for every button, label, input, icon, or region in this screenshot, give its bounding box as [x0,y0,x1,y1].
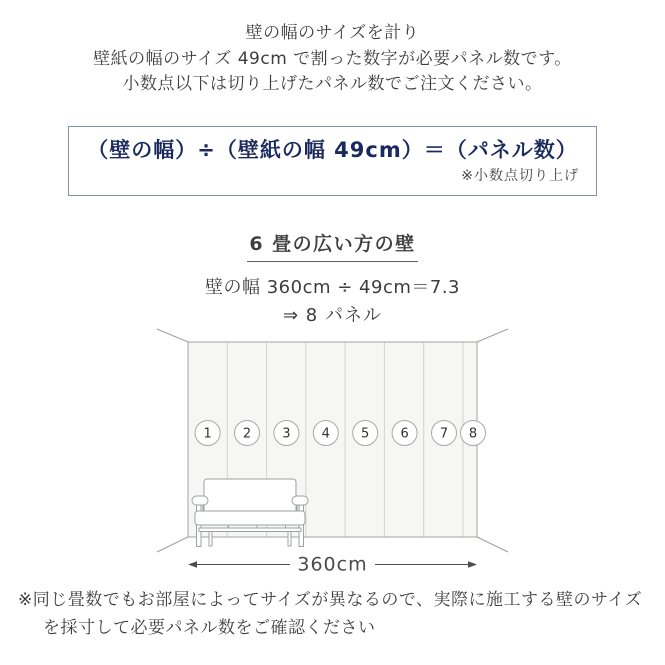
corner-line-top-right [477,329,508,342]
panel-number-6: 6 [400,426,409,442]
formula-box [68,126,597,196]
panel-number-5: 5 [361,426,370,442]
sofa-armrest [292,496,308,505]
corner-line-bottom-right [477,537,508,552]
arrowhead-right [468,561,477,568]
sofa-backrest [204,479,296,514]
dimension-arrow [188,554,477,576]
example-heading: 6 畳の広い方の壁 [247,229,417,262]
corner-line-bottom-left [157,537,188,552]
panel-number-4: 4 [321,426,330,442]
corner-line-top-left [157,329,188,342]
intro-line-1: 壁の幅のサイズを計り [245,23,420,43]
panel-number-8: 8 [468,426,478,442]
footer-note-line-2: を採寸して必要パネル数をご確認ください [43,617,376,638]
dimension-label: 360cm [297,553,368,576]
panel-number-1: 1 [203,426,212,442]
sofa-rail [199,528,301,532]
intro-text [0,21,665,98]
panel-number-3: 3 [282,426,291,442]
example-calculation: 壁の幅 360cm ÷ 49cm＝7.3 [205,277,460,298]
footer-note-line-1: ※同じ畳数でもお部屋によってサイズが異なるので、実際に施工する壁のサイズ [18,590,643,610]
intro-line-3: 小数点以下は切り上げたパネル数でご注文ください。 [122,74,543,94]
panel-number-7: 7 [439,426,449,442]
footer-note [18,587,648,642]
formula-text: （壁の幅）÷（壁紙の幅 49cm）＝（パネル数） [87,138,578,162]
example-result: ⇒ 8 パネル [283,305,382,326]
formula-rounding-note: ※小数点切り上げ [461,168,579,184]
intro-line-2: 壁紙の幅のサイズ 49cm で割った数字が必要パネル数です。 [93,48,572,69]
arrowhead-left [188,561,197,568]
panel-number-2: 2 [242,426,252,442]
sofa-front-leg [209,532,212,547]
sofa-armrest [192,496,208,505]
example-heading-wrap [0,229,665,262]
sofa-front-leg [288,532,291,547]
sofa-seat [195,511,305,525]
wall-diagram [140,318,530,584]
